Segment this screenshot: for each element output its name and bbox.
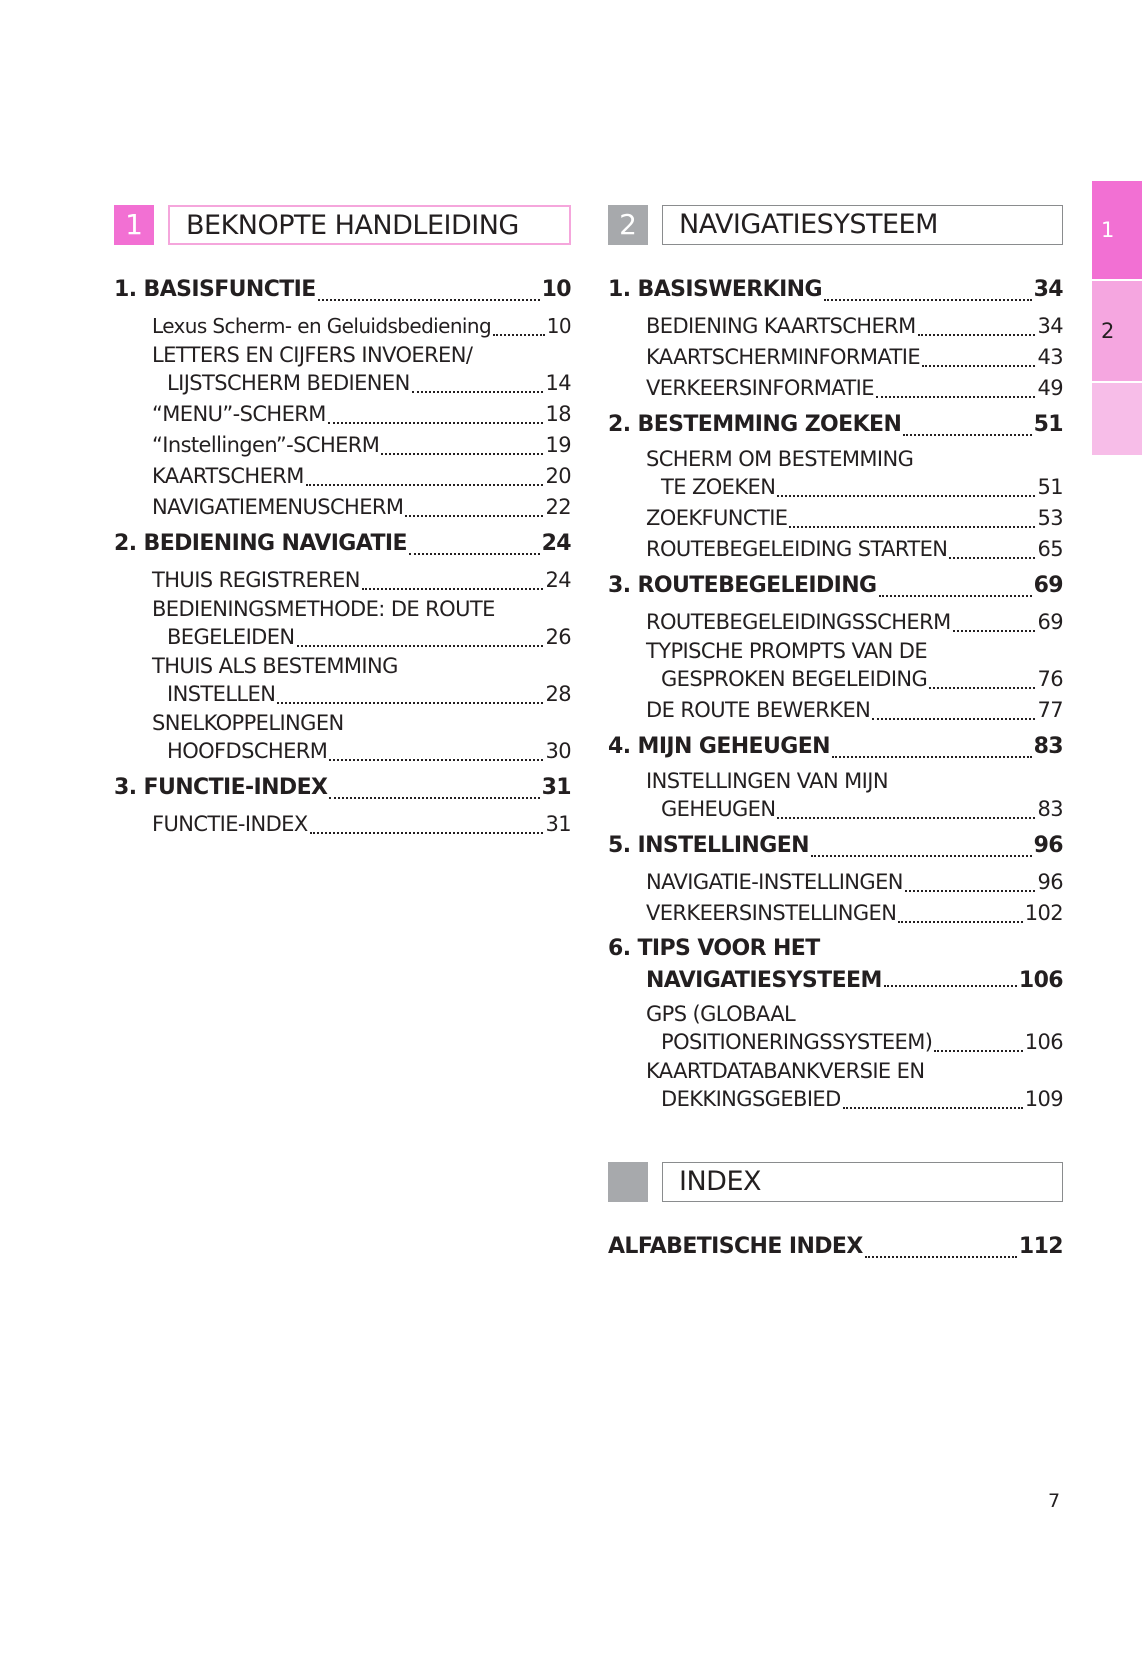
dot-leader: [310, 832, 544, 834]
chapter-items: [152, 809, 571, 840]
chapter-page: 10: [541, 277, 571, 302]
item-page: 96: [1037, 870, 1063, 894]
item-title: POSITIONERINGSSYSTEEM): [661, 1030, 933, 1054]
item-page: 26: [545, 625, 571, 649]
toc-item[interactable]: [646, 311, 1063, 342]
chapter-title: 2. BESTEMMING ZOEKEN: [608, 412, 902, 437]
item-page: 65: [1037, 537, 1063, 561]
item-page: 34: [1037, 314, 1063, 338]
item-page: 10: [546, 314, 571, 338]
toc-item[interactable]: [646, 867, 1063, 898]
dot-leader: [329, 759, 543, 761]
chapter-title: 1. BASISFUNCTIE: [114, 277, 316, 302]
item-title: NAVIGATIEMENUSCHERM: [152, 495, 404, 519]
chapter-items: [152, 311, 571, 523]
dot-leader: [777, 495, 1035, 497]
item-title-line1: SCHERM OM BESTEMMING: [646, 447, 914, 471]
dot-leader: [405, 515, 543, 517]
chapter-title: 5. INSTELLINGEN: [608, 833, 809, 858]
dot-leader: [884, 985, 1017, 987]
toc-item[interactable]: [152, 710, 571, 767]
dot-leader: [832, 756, 1032, 758]
toc-chapter[interactable]: [608, 408, 1063, 442]
item-title: LIJSTSCHERM BEDIENEN: [167, 371, 410, 395]
item-page: 77: [1037, 698, 1063, 722]
chapter-title: ALFABETISCHE INDEX: [608, 1234, 863, 1259]
dot-leader: [306, 484, 544, 486]
chapter-items: [152, 565, 571, 767]
item-page: 43: [1037, 345, 1063, 369]
index-header: [608, 1162, 1063, 1202]
item-title: KAARTSCHERM: [152, 464, 304, 488]
toc-chapter[interactable]: [114, 527, 571, 561]
chapter-page: 96: [1033, 833, 1063, 858]
page-number: 7: [1048, 1490, 1061, 1512]
chapter-items: [646, 311, 1063, 404]
item-title-line1: LETTERS EN CIJFERS INVOEREN/: [152, 343, 473, 367]
toc-item[interactable]: [646, 1058, 1063, 1115]
dot-leader: [872, 718, 1035, 720]
chapter-page: 69: [1033, 573, 1063, 598]
item-title: BEDIENING KAARTSCHERM: [646, 314, 916, 338]
dot-leader: [381, 453, 543, 455]
item-page: 102: [1024, 901, 1063, 925]
toc-chapter[interactable]: [608, 1230, 1063, 1264]
toc-chapter[interactable]: [608, 273, 1063, 307]
dot-leader: [362, 588, 544, 590]
chapter-items: [646, 446, 1063, 565]
item-title-line1: GPS (GLOBAAL: [646, 1002, 796, 1026]
chapter-title: 4. MIJN GEHEUGEN: [608, 734, 830, 759]
item-page: 18: [545, 402, 571, 426]
toc-item[interactable]: [646, 503, 1063, 534]
item-title: GEHEUGEN: [661, 797, 776, 821]
toc-chapter[interactable]: [608, 569, 1063, 603]
chapter-page: 83: [1033, 734, 1063, 759]
section-1: [114, 205, 571, 842]
item-title: VERKEERSINFORMATIE: [646, 376, 874, 400]
section-2-number: 2: [608, 205, 648, 245]
side-tab-1[interactable]: 1: [1092, 181, 1142, 279]
item-title: GESPROKEN BEGELEIDING: [661, 667, 928, 691]
toc-item[interactable]: [646, 898, 1063, 929]
item-page: 51: [1037, 475, 1063, 499]
item-page: 76: [1037, 667, 1063, 691]
chapter-title: 3. FUNCTIE-INDEX: [114, 775, 328, 800]
toc-item[interactable]: [152, 461, 571, 492]
dot-leader: [297, 645, 544, 647]
dot-leader: [918, 334, 1036, 336]
dot-leader: [277, 702, 543, 704]
dot-leader: [953, 630, 1036, 632]
chapter-items: [646, 867, 1063, 929]
chapter-items: [646, 768, 1063, 825]
dot-leader: [409, 553, 540, 555]
dot-leader: [328, 422, 544, 424]
item-title: ROUTEBEGELEIDINGSSCHERM: [646, 610, 951, 634]
chapter-page: 106: [1018, 968, 1063, 993]
item-title-line1: SNELKOPPELINGEN: [152, 711, 344, 735]
item-title: “Instellingen”-SCHERM: [152, 433, 380, 457]
toc-item[interactable]: [152, 492, 571, 523]
item-title: DE ROUTE BEWERKEN: [646, 698, 871, 722]
item-title: THUIS REGISTREREN: [152, 568, 360, 592]
chapter-page: 31: [541, 775, 571, 800]
chapter-page: 51: [1033, 412, 1063, 437]
section-2-header: [608, 205, 1063, 245]
toc-item[interactable]: [152, 565, 571, 596]
dot-leader: [898, 921, 1022, 923]
item-title: FUNCTIE-INDEX: [152, 812, 308, 836]
toc-item[interactable]: [646, 638, 1063, 695]
chapter-title: 1. BASISWERKING: [608, 277, 822, 302]
item-title-line1: INSTELLINGEN VAN MIJN: [646, 769, 888, 793]
toc-chapter[interactable]: [114, 273, 571, 307]
item-page: 19: [545, 433, 571, 457]
dot-leader: [949, 557, 1035, 559]
dot-leader: [843, 1107, 1023, 1109]
toc-item[interactable]: [152, 653, 571, 710]
dot-leader: [934, 1050, 1022, 1052]
dot-leader: [903, 434, 1031, 436]
toc-item[interactable]: [646, 607, 1063, 638]
dot-leader: [929, 687, 1035, 689]
toc-item[interactable]: [152, 809, 571, 840]
section-2-title: NAVIGATIESYSTEEM: [662, 205, 1063, 245]
toc-item[interactable]: [152, 596, 571, 653]
toc-item[interactable]: [646, 695, 1063, 726]
toc-item[interactable]: [152, 399, 571, 430]
item-title: HOOFDSCHERM: [167, 739, 328, 763]
dot-leader: [789, 526, 1035, 528]
item-title: NAVIGATIE-INSTELLINGEN: [646, 870, 903, 894]
side-tab-index[interactable]: [1092, 383, 1142, 455]
item-page: 20: [545, 464, 571, 488]
chapter-page: 34: [1033, 277, 1063, 302]
item-title: BEGELEIDEN: [167, 625, 295, 649]
item-title: “MENU”-SCHERM: [152, 402, 326, 426]
dot-leader: [493, 334, 545, 336]
toc-item[interactable]: [646, 342, 1063, 373]
index-marker: [608, 1162, 648, 1202]
section-1-header: [114, 205, 571, 245]
dot-leader: [865, 1256, 1017, 1258]
dot-leader: [777, 817, 1035, 819]
dot-leader: [329, 797, 539, 799]
item-title: ROUTEBEGELEIDING STARTEN: [646, 537, 948, 561]
item-title-line1: KAARTDATABANKVERSIE EN: [646, 1059, 925, 1083]
item-title: Lexus Scherm- en Geluidsbediening: [152, 314, 492, 338]
chapter-page: 24: [541, 531, 571, 556]
toc-item[interactable]: [646, 446, 1063, 503]
section-2: [608, 205, 1063, 1117]
chapter-title-line1: 6. TIPS VOOR HET: [608, 936, 820, 961]
toc-item[interactable]: [152, 311, 571, 342]
item-page: 28: [545, 682, 571, 706]
chapter-page: 112: [1018, 1234, 1063, 1259]
toc-item[interactable]: [152, 430, 571, 461]
toc-chapter[interactable]: [608, 935, 1063, 993]
item-title-line1: BEDIENINGSMETHODE: DE ROUTE: [152, 597, 495, 621]
chapter-items: [646, 607, 1063, 726]
item-title-line1: THUIS ALS BESTEMMING: [152, 654, 398, 678]
item-page: 106: [1024, 1030, 1063, 1054]
chapter-title: 2. BEDIENING NAVIGATIE: [114, 531, 407, 556]
item-page: 83: [1037, 797, 1063, 821]
section-1-number: 1: [114, 205, 154, 245]
item-title: DEKKINGSGEBIED: [661, 1087, 841, 1111]
item-page: 69: [1037, 610, 1063, 634]
toc-item[interactable]: [646, 768, 1063, 825]
toc-item[interactable]: [152, 342, 571, 399]
toc-chapter[interactable]: [608, 730, 1063, 764]
item-page: 24: [545, 568, 571, 592]
toc-item[interactable]: [646, 373, 1063, 404]
dot-leader: [922, 365, 1035, 367]
dot-leader: [318, 299, 540, 301]
item-page: 31: [545, 812, 571, 836]
item-title: ZOEKFUNCTIE: [646, 506, 788, 530]
item-page: 109: [1024, 1087, 1063, 1111]
index-section: [608, 1162, 1063, 1264]
dot-leader: [876, 396, 1036, 398]
item-title: INSTELLEN: [167, 682, 276, 706]
item-title-line1: TYPISCHE PROMPTS VAN DE: [646, 639, 928, 663]
chapter-title: 3. ROUTEBEGELEIDING: [608, 573, 877, 598]
dot-leader: [412, 391, 544, 393]
side-tab-2[interactable]: 2: [1092, 281, 1142, 381]
item-title: TE ZOEKEN: [661, 475, 776, 499]
dot-leader: [824, 299, 1032, 301]
toc-item[interactable]: [646, 534, 1063, 565]
index-title: INDEX: [662, 1162, 1063, 1202]
item-page: 22: [545, 495, 571, 519]
dot-leader: [811, 855, 1032, 857]
chapter-items: [646, 1001, 1063, 1115]
item-page: 53: [1037, 506, 1063, 530]
item-title: VERKEERSINSTELLINGEN: [646, 901, 897, 925]
section-1-title: BEKNOPTE HANDLEIDING: [168, 205, 571, 245]
chapter-title: NAVIGATIESYSTEEM: [646, 968, 882, 993]
item-page: 14: [545, 371, 571, 395]
dot-leader: [879, 595, 1032, 597]
item-page: 30: [545, 739, 571, 763]
item-title: KAARTSCHERMINFORMATIE: [646, 345, 921, 369]
toc-chapter[interactable]: [114, 771, 571, 805]
dot-leader: [905, 890, 1036, 892]
toc-item[interactable]: [646, 1001, 1063, 1058]
item-page: 49: [1037, 376, 1063, 400]
toc-chapter[interactable]: [608, 829, 1063, 863]
